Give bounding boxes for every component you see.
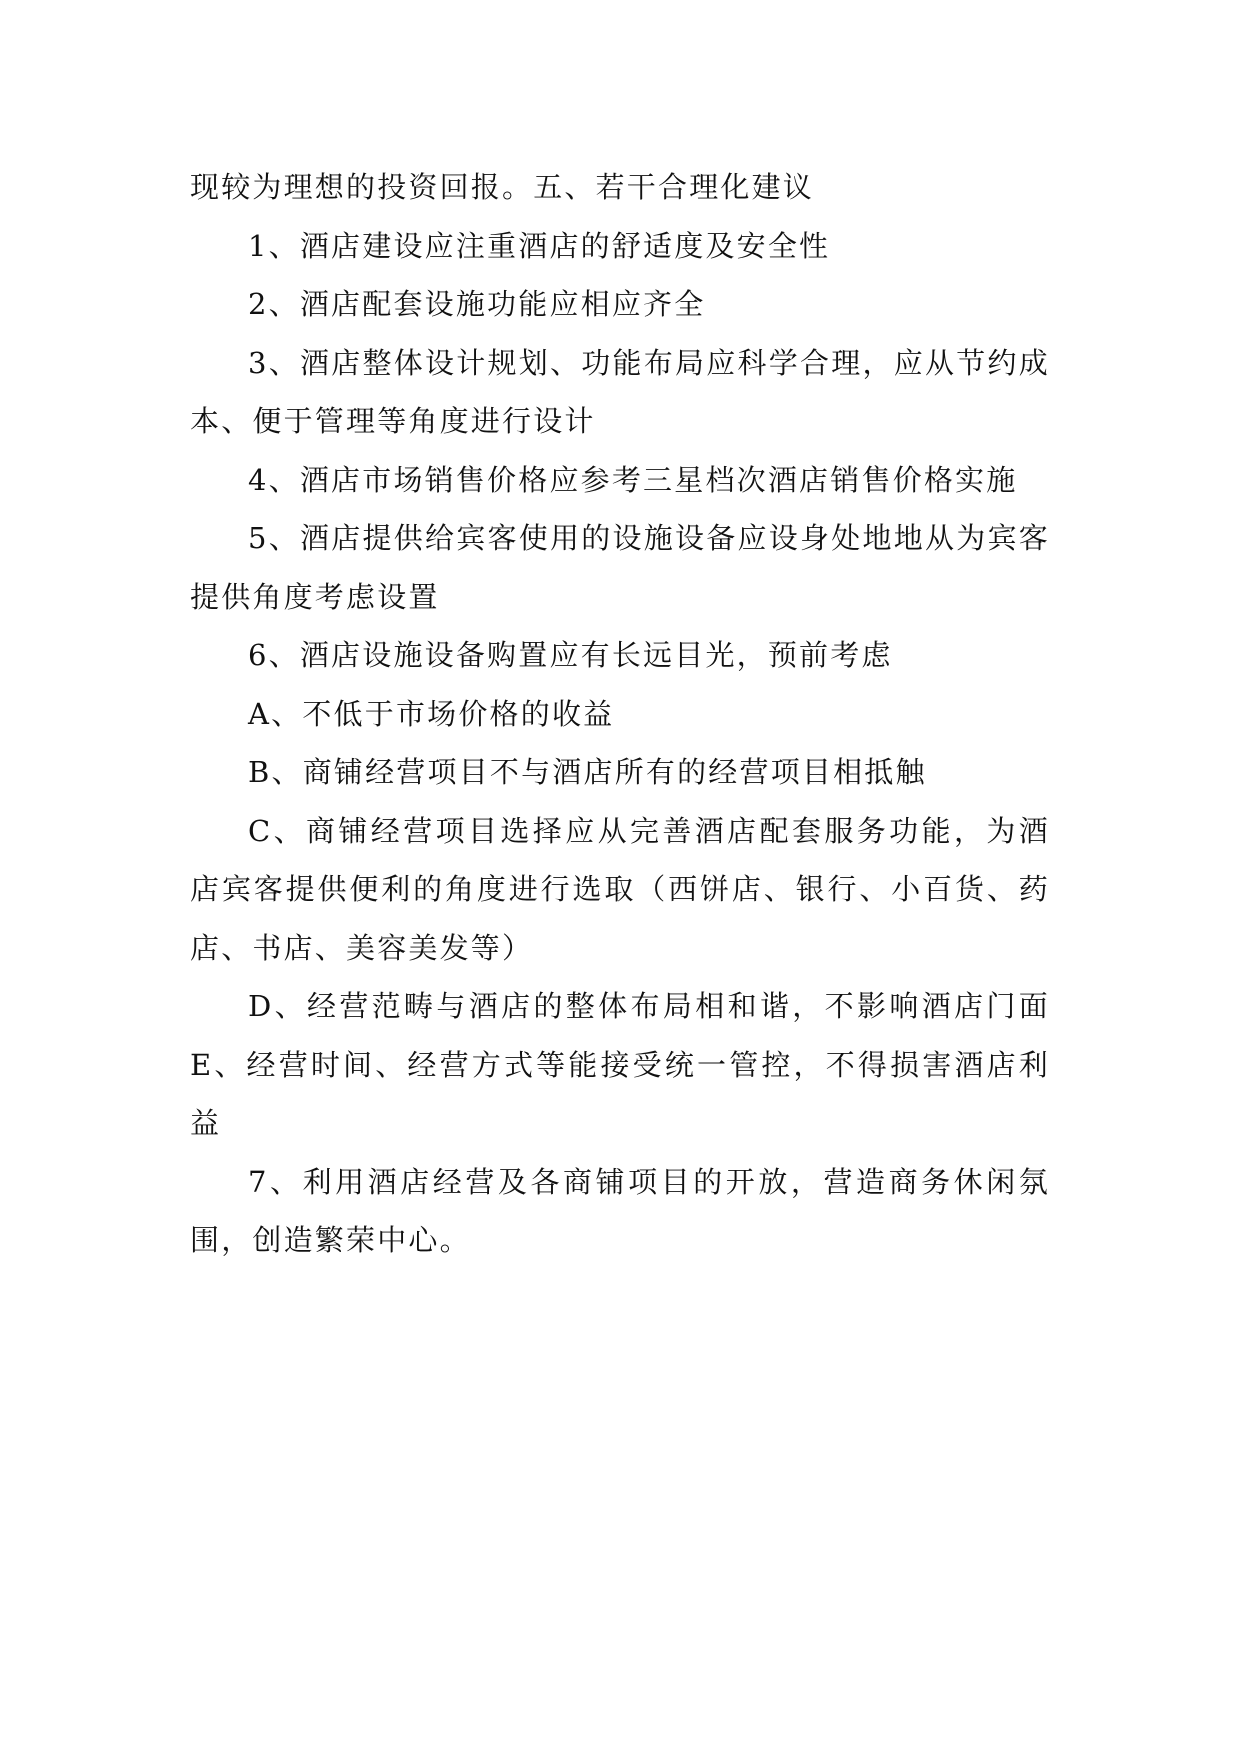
list-item-6: 6、酒店设施设备购置应有长远目光，预前考虑 bbox=[248, 638, 893, 672]
list-item-3: 3、酒店整体设计规划、功能布局应科学合理，应从节约成本、便于管理等角度进行设计 bbox=[190, 345, 1050, 438]
document-body bbox=[190, 158, 1050, 1270]
list-item-5: 5、酒店提供给宾客使用的设施设备应设身处地地从为宾客提供角度考虑设置 bbox=[190, 521, 1050, 614]
list-item-2: 2、酒店配套设施功能应相应齐全 bbox=[248, 287, 706, 321]
sub-item-d-e: D、经营范畴与酒店的整体布局相和谐，不影响酒店门面 E、经营时间、经营方式等能接受统一管控，不得损害酒店利益 bbox=[190, 989, 1050, 1140]
list-item-4: 4、酒店市场销售价格应参考三星档次酒店销售价格实施 bbox=[248, 462, 1018, 497]
paragraph-intro: 现较为理想的投资回报。五、若干合理化建议 bbox=[190, 170, 815, 204]
sub-item-b: B、商铺经营项目不与酒店所有的经营项目相抵触 bbox=[248, 755, 927, 789]
sub-item-c: C、商铺经营项目选择应从完善酒店配套服务功能，为酒店宾客提供便利的角度进行选取（西饼店、银行、小百货、药店、书店、美容美发等） bbox=[190, 813, 1050, 965]
list-item-1: 1、酒店建设应注重酒店的舒适度及安全性 bbox=[248, 228, 831, 263]
sub-item-a: A、不低于市场价格的收益 bbox=[248, 696, 615, 731]
list-item-7: 7、利用酒店经营及各商铺项目的开放，营造商务休闲氛围，创造繁荣中心。 bbox=[190, 1164, 1050, 1257]
